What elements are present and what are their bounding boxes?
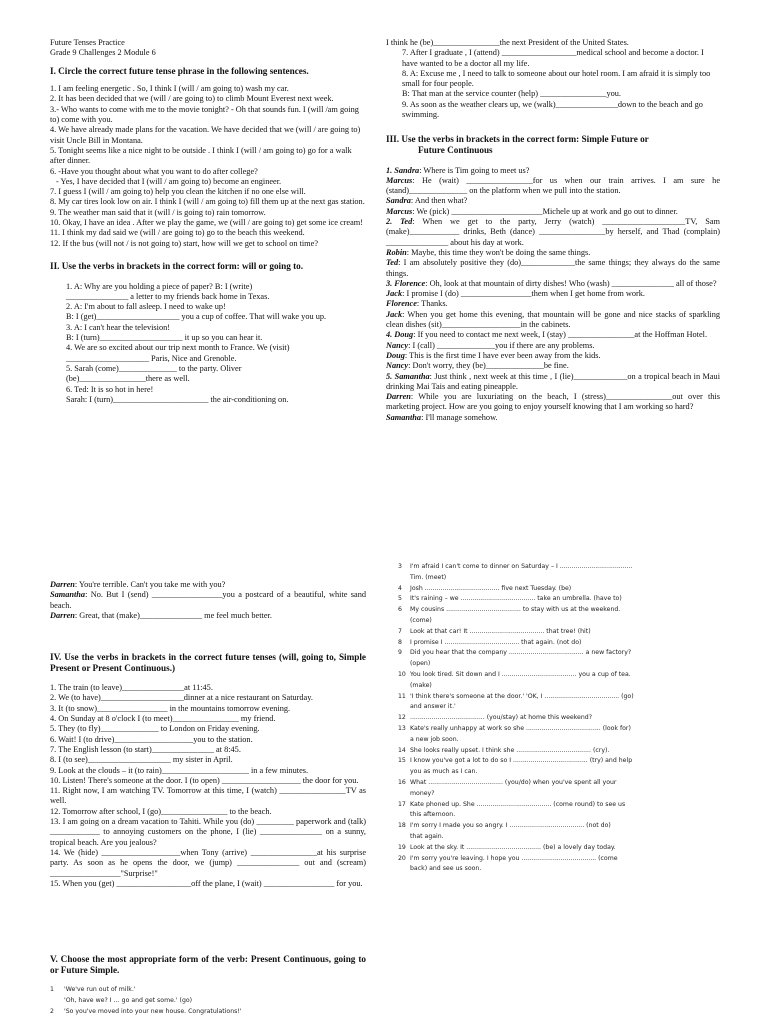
item-number — [398, 767, 410, 778]
list-item — [398, 681, 728, 692]
list-item: 4. We have already made plans for the vacation. We have decided that we (will / are going to) visit Uncle Bill in Montana. — [50, 125, 361, 145]
dialogue-text: : I'll manage somehow. — [421, 412, 498, 422]
item-text: (come) — [410, 616, 432, 624]
list-item: 12. If the bus (will not / is not going to) start, how will we get to school on time? — [50, 238, 319, 248]
list-item — [398, 594, 728, 605]
section-4-title: IV. Use the verbs in brackets in the correct future tenses (will, going to, Simple Present or Present Continuous.) — [50, 652, 366, 673]
item-text: I'm afraid I can't come to dinner on Saturday – I ..................................... — [410, 563, 633, 570]
section-5-heading — [50, 954, 366, 975]
list-item: 13. I am going on a dream vacation to Tahiti. While you (do) _________ paperwork and (talk) ____________ to annoying customers on the phone, I (lie) _______________ on a sunny, tropical beach. Are you jealous? — [50, 817, 366, 847]
speaker-name: Ted — [386, 258, 399, 268]
speaker-name: 2. Ted — [386, 217, 413, 227]
item-text: this afternoon. — [410, 811, 456, 819]
speaker-name: 4. Doug — [386, 330, 414, 340]
dialogue-text: : When we get to the party, Jerry (watch) ____________________TV, Sam (make)____________ drinks, Beth (dance) ________________by herself, and Thad (complain) _______________ about his day at work. — [386, 217, 721, 247]
list-item — [398, 864, 728, 875]
dialogue-line — [386, 176, 720, 197]
list-item: 8. A: Excuse me , I need to talk to someone about our hotel room. I am afraid it is simply too small for four people. — [402, 68, 711, 89]
dialogue-line — [386, 299, 720, 309]
dialogue-line — [386, 341, 720, 351]
item-text: back) and see us soon. — [410, 865, 482, 873]
list-item — [398, 562, 728, 573]
list-item: 12. Tomorrow after school, I (go)________________ to the beach. — [50, 806, 272, 816]
list-item — [398, 810, 728, 821]
item-number: 5 — [398, 595, 402, 603]
speaker-name: Samantha — [50, 590, 86, 600]
speaker-name: Darren — [50, 580, 75, 589]
list-item: 6. -Have you thought about what you want to do after college? — [50, 166, 258, 176]
item-number — [398, 832, 410, 843]
section-1-title: I. Circle the correct future tense phrase in the following sentences. — [50, 65, 309, 76]
dialogue-line — [386, 372, 720, 393]
item-number: 18 — [398, 822, 406, 830]
dialogue-line — [386, 217, 720, 248]
dialogue-text: : You're terrible. Can't you take me with you? — [74, 580, 226, 589]
dialogue-text: : I (call) ______________you if there are any problems. — [408, 340, 595, 350]
item-text: Josh ...................................... five next Tuesday. (be) — [410, 584, 572, 592]
list-item: 8. My car tires look low on air. I think I (will / am going to) fill them up at the next gas station. — [50, 197, 365, 207]
item-text: that again. — [410, 832, 444, 840]
list-item — [398, 648, 728, 659]
section-2-list — [50, 282, 366, 406]
list-item — [398, 800, 728, 811]
list-item — [398, 616, 728, 627]
dialogue-line — [386, 166, 720, 176]
item-number: 20 — [398, 854, 406, 862]
section-5-title: V. Choose the most appropriate form of the verb: Present Continuous, going to or Future Simple. — [50, 954, 366, 975]
item-text: (make) — [410, 681, 432, 689]
list-item-text: I think he (be) — [386, 38, 434, 47]
section-2-title: II. Use the verbs in brackets in the correct form: will or going to. — [50, 260, 304, 271]
dialogue-text: : Thanks. — [416, 299, 448, 309]
list-item — [398, 832, 728, 843]
speaker-name: Marcus — [386, 175, 413, 185]
item-number — [398, 681, 410, 692]
list-item — [398, 638, 728, 649]
list-item: 3. A: I can't hear the television! — [66, 322, 171, 332]
section-1-list — [50, 84, 366, 249]
item-number — [398, 702, 410, 713]
speaker-name: Robin — [386, 247, 407, 257]
doc-title: Future Tenses Practice — [50, 38, 125, 47]
item-number — [398, 864, 410, 875]
speaker-name: Sandra — [386, 196, 411, 206]
list-item — [50, 1006, 370, 1017]
list-item: 15. When you (get) __________________off the plane, I (wait) _________________ for you. — [50, 878, 363, 888]
speaker-name: Doug — [386, 350, 405, 360]
list-item: 11. I think my dad said we (will / are going to) go to the beach this weekend. — [50, 228, 305, 238]
list-item — [398, 659, 728, 670]
section-3-title-cont: Future Continuous — [418, 144, 493, 155]
dialogue-line — [386, 207, 720, 217]
list-item: 8. I (to see)____________________ my sister in April. — [50, 755, 233, 765]
item-text: (open) — [410, 660, 431, 668]
list-item: 11. Right now, I am watching TV. Tomorrow at this time, I (watch) ________________TV as well. — [50, 786, 366, 806]
item-text: What ...................................... (you/do) when you've spent all your — [410, 778, 617, 786]
list-item: 7. After I graduate , I (attend) __________________medical school and become a doctor. I have wanted to be a doctor all my life. — [402, 48, 704, 68]
item-number — [398, 735, 410, 746]
list-item: 4. We are so excited about our trip next month to France. We (visit) ____________________ Paris, Nice and Grenoble. — [66, 343, 290, 363]
dialogue-line — [50, 590, 366, 611]
list-item — [398, 843, 728, 854]
item-text: 'So you've moved into your new house. Congratulations!' — [64, 1008, 242, 1015]
item-text: ...................................... (you/stay) at home this weekend? — [410, 714, 592, 722]
left-column-top — [50, 38, 366, 405]
dialogue-line — [50, 580, 366, 590]
dialogue-line — [386, 289, 720, 299]
dialogue-line — [386, 413, 720, 423]
item-text: Look at that car! It ...................................... that tree! (hit) — [410, 627, 591, 635]
dialogue-line — [386, 330, 720, 340]
list-item: 1. A: Why are you holding a piece of paper? B: I (write) — [66, 281, 253, 291]
list-item: 7. The English lesson (to start)_______________ at 8:45. — [50, 744, 241, 754]
item-number: 7 — [398, 627, 402, 635]
item-number: 14 — [398, 746, 406, 754]
list-item: 10. Okay, I have an idea . After we play the game, we (will / are going to) get some ice cream! — [50, 218, 364, 228]
dialogue-text: : He (wait) ________________for us when our train arrives. I am sure he (stand)______________ on the platform when we pull into the station. — [386, 175, 720, 196]
list-item: 2. It has been decided that we (will / are going to) to climb Mount Everest next week. — [50, 94, 334, 104]
list-item: 4. On Sunday at 8 o'clock I (to meet)________________ my friend. — [50, 714, 276, 724]
list-item: - Yes, I have decided that I (will / am going to) become an engineer. — [56, 176, 282, 186]
item-text: Did you hear that the company ...................................... a new factory? — [410, 649, 632, 657]
dialogue-text: : Great, that (make)_______________ me feel much better. — [74, 610, 272, 620]
list-item — [398, 746, 728, 757]
list-item: 1. I am feeling energetic . So, I think I (will / am going to) wash my car. — [50, 84, 289, 94]
section-5-list-left — [50, 984, 370, 1017]
dialogue-text: : When you get home this evening, that mountain will be gone and nice stacks of sparkling clean dishes (sit)___________________in the cabinets. — [386, 309, 720, 330]
list-item: 3.- Who wants to come with me to the movie tonight? - Oh that sounds fun. I (will /am going to) come with you. — [50, 104, 359, 125]
speaker-name: Jack — [386, 289, 403, 299]
list-item: 14. We (hide) ___________________when Tony (arrive) ________________at his surprise party. As soon as he opens the door, we (jump) _______________ out and (scream) _________________"Surprise!" — [50, 847, 366, 878]
list-item — [398, 724, 728, 735]
list-item: (be)________________there as well. — [66, 374, 190, 384]
item-number: 6 — [398, 606, 402, 614]
dialogue-line — [386, 361, 720, 371]
list-item — [398, 573, 728, 584]
speaker-name: Nancy — [386, 361, 409, 371]
section-3-dialogue — [386, 166, 720, 423]
list-item — [398, 821, 728, 832]
item-text: Look at the sky. It ...................................... (be) a lovely day today. — [410, 843, 616, 851]
dialogue-text: : No. But I (send) _________________you a postcard of a beautiful, white sand beach. — [50, 590, 366, 610]
list-item — [398, 584, 728, 595]
list-item — [398, 702, 728, 713]
dialogue-line — [386, 258, 720, 279]
list-item — [398, 670, 728, 681]
item-number: 9 — [398, 649, 402, 657]
speaker-name: 5. Samantha — [386, 371, 430, 381]
list-item: Sarah: I (turn)_______________________ the air-conditioning on. — [66, 394, 289, 404]
item-number: 11 — [398, 692, 406, 700]
dialogue-line — [386, 196, 720, 206]
list-item: 5. Sarah (come)______________ to the party. Oliver — [66, 363, 242, 373]
dialogue-line — [386, 310, 720, 331]
item-text: I'm sorry you're leaving. I hope you ...................................... (come — [410, 854, 618, 862]
item-text: Tim. (meet) — [410, 573, 447, 581]
item-text: 'I think there's someone at the door.' 'OK, I ...................................... (go) — [410, 692, 634, 700]
speaker-name: Samantha — [386, 412, 422, 422]
dialogue-text: : This is the first time I have ever been away from the kids. — [404, 350, 601, 360]
section-5-list-right — [398, 562, 728, 875]
speaker-name: 1. Sandra — [386, 165, 420, 175]
speaker-name: Florence — [386, 299, 417, 309]
dialogue-line — [386, 351, 720, 361]
item-number: 8 — [398, 638, 402, 646]
list-item — [50, 995, 370, 1006]
item-text: you as much as I can. — [410, 768, 478, 776]
item-text: She looks really upset. I think she ...................................... (cry). — [410, 746, 610, 754]
item-number: 2 — [50, 1008, 54, 1015]
list-item: 9. As soon as the weather clears up, we (walk)_______________down to the beach and go swimming. — [402, 99, 703, 120]
list-item: 5. They (to fly)______________ to London on Friday evening. — [50, 724, 260, 734]
item-number: 19 — [398, 843, 406, 851]
item-text: a new job soon. — [410, 735, 459, 743]
speaker-name: Marcus — [386, 206, 413, 216]
list-item: B: I (get)____________________ you a cup of coffee. That will wake you up. — [66, 312, 327, 322]
list-item: 9. Look at the clouds – it (to rain)_____________________ in a few minutes. — [50, 765, 309, 775]
dialogue-text: : I am absolutely positive they (do)_____________the same things; they always do the same things. — [386, 258, 720, 278]
list-item: 5. Tonight seems like a nice night to be outside . I think I (will / am going to) go for a walk after dinner. — [50, 145, 352, 166]
list-item: 6. Ted: It is so hot in here! — [66, 384, 154, 394]
item-number: 13 — [398, 724, 406, 732]
dialogue-text: : Where is Tim going to meet us? — [419, 165, 530, 175]
list-item: 3. It (to snow)_________________ in the mountains tomorrow evening. — [50, 703, 291, 713]
dialogue-line — [50, 611, 366, 621]
item-number — [398, 789, 410, 800]
item-text: 'We've run out of milk.' — [64, 986, 136, 993]
right-column-top — [386, 38, 720, 423]
item-text: Kate's really unhappy at work so she ...................................... (look for) — [410, 724, 631, 732]
list-item: 6. Wait! I (to drive)___________________you to the station. — [50, 734, 253, 744]
list-item — [398, 692, 728, 703]
speaker-name: Darren — [50, 610, 75, 620]
list-item: 2. We (to have)____________________dinner at a nice restaurant on Saturday. — [50, 693, 313, 703]
item-text: 'Oh, have we? I … go and get some.' (go) — [64, 997, 193, 1004]
dialogue-text: : If you need to contact me next week, I (stay) ________________at the Hoffman Hotel. — [413, 330, 708, 340]
speaker-name: Jack — [386, 309, 403, 319]
item-number — [398, 573, 410, 584]
list-item-text: the next President of the United States. — [499, 38, 629, 47]
item-number — [398, 659, 410, 670]
list-item — [398, 789, 728, 800]
item-text: I'm sorry I made you so angry. I ...................................... (not do) — [410, 822, 611, 830]
list-item — [398, 854, 728, 865]
list-item: 1. The train (to leave)_______________at 11:45. — [50, 683, 213, 693]
dialogue-line — [386, 248, 720, 258]
list-item — [398, 605, 728, 616]
item-number: 15 — [398, 757, 406, 765]
item-text: and answer it.' — [410, 703, 456, 711]
item-text: My cousins ...................................... to stay with us at the weekend. — [410, 606, 621, 614]
dialogue-text: : I promise I (do) _________________them when I get home from work. — [402, 289, 646, 299]
item-number: 12 — [398, 714, 406, 722]
list-item: 9. The weather man said that it (will / is going to) rain tomorrow. — [50, 207, 266, 217]
dialogue-line — [386, 392, 720, 413]
list-item — [398, 767, 728, 778]
dialogue-text: : Oh, look at that mountain of dirty dishes! Who (wash) _______________ all of those? — [425, 278, 717, 288]
item-number: 1 — [50, 986, 54, 993]
doc-subtitle: Grade 9 Challenges 2 Module 6 — [50, 48, 156, 58]
section-3-tail — [50, 580, 366, 621]
item-text: I promise I ...................................... that again. (not do) — [410, 638, 582, 646]
dialogue-line — [386, 279, 720, 289]
list-item: 10. Listen! There's someone at the door. I (to open) ___________________ the door for you. — [50, 775, 359, 785]
item-number: 4 — [398, 584, 402, 592]
item-text: You look tired. Sit down and I ...................................... you a cup of tea. — [410, 670, 631, 678]
speaker-name: 3. Florence — [386, 278, 426, 288]
list-item — [398, 627, 728, 638]
item-number — [398, 616, 410, 627]
list-item — [398, 756, 728, 767]
dialogue-text: : Maybe, this time they won't be doing the same things. — [406, 247, 591, 257]
dialogue-text: : While you are luxuriating on the beach, I (stress)________________out over this marketing project. How are you going to enjoy yourself knowing that I am working so hard? — [386, 392, 720, 412]
dialogue-text: : Just think , next week at this time , I (lie)_____________on a tropical beach in Maui drinking Mai Tais and eating pineapple. — [386, 371, 720, 391]
list-item: B: That man at the service counter (help) ________________you. — [402, 89, 621, 99]
speaker-name: Nancy — [386, 340, 409, 350]
list-item: I think he (be)________________the next President of the United States. — [386, 38, 629, 47]
dialogue-text: : We (pick) ______________________Michele up at work and go out to dinner. — [412, 206, 678, 216]
item-text: I know you've got a lot to do so I ...................................... (try) and help — [410, 757, 633, 765]
section-4-list — [50, 683, 366, 889]
item-text: Kate phoned up. She ...................................... (come round) to see us — [410, 800, 626, 808]
list-item — [50, 984, 370, 995]
section-4 — [50, 652, 366, 889]
speaker-name: Darren — [386, 392, 411, 402]
list-item — [398, 778, 728, 789]
list-item: 7. I guess I (will / am going to) help you clean the kitchen if no one else will. — [50, 187, 306, 197]
item-number — [398, 810, 410, 821]
item-number: 17 — [398, 800, 406, 808]
list-item — [398, 735, 728, 746]
item-number — [50, 995, 64, 1006]
section-3-title: III. Use the verbs in brackets in the correct form: Simple Future or — [386, 134, 649, 145]
list-item — [398, 713, 728, 724]
list-item: B: I (turn)____________________ it up so you can hear it. — [66, 333, 263, 343]
list-item: 2. A: I'm about to fall asleep. I need to wake up! — [66, 302, 226, 312]
item-text: money? — [410, 789, 435, 797]
list-item: _______________ a letter to my friends back home in Texas. — [66, 291, 270, 301]
dialogue-text: : And then what? — [410, 196, 468, 206]
item-number: 16 — [398, 778, 406, 786]
item-number: 3 — [398, 563, 402, 570]
item-number: 10 — [398, 670, 406, 678]
item-text: It's raining – we ...................................... take an umbrella. (have to) — [410, 595, 622, 603]
dialogue-text: : Don't worry, they (be)______________be fine. — [408, 361, 569, 371]
